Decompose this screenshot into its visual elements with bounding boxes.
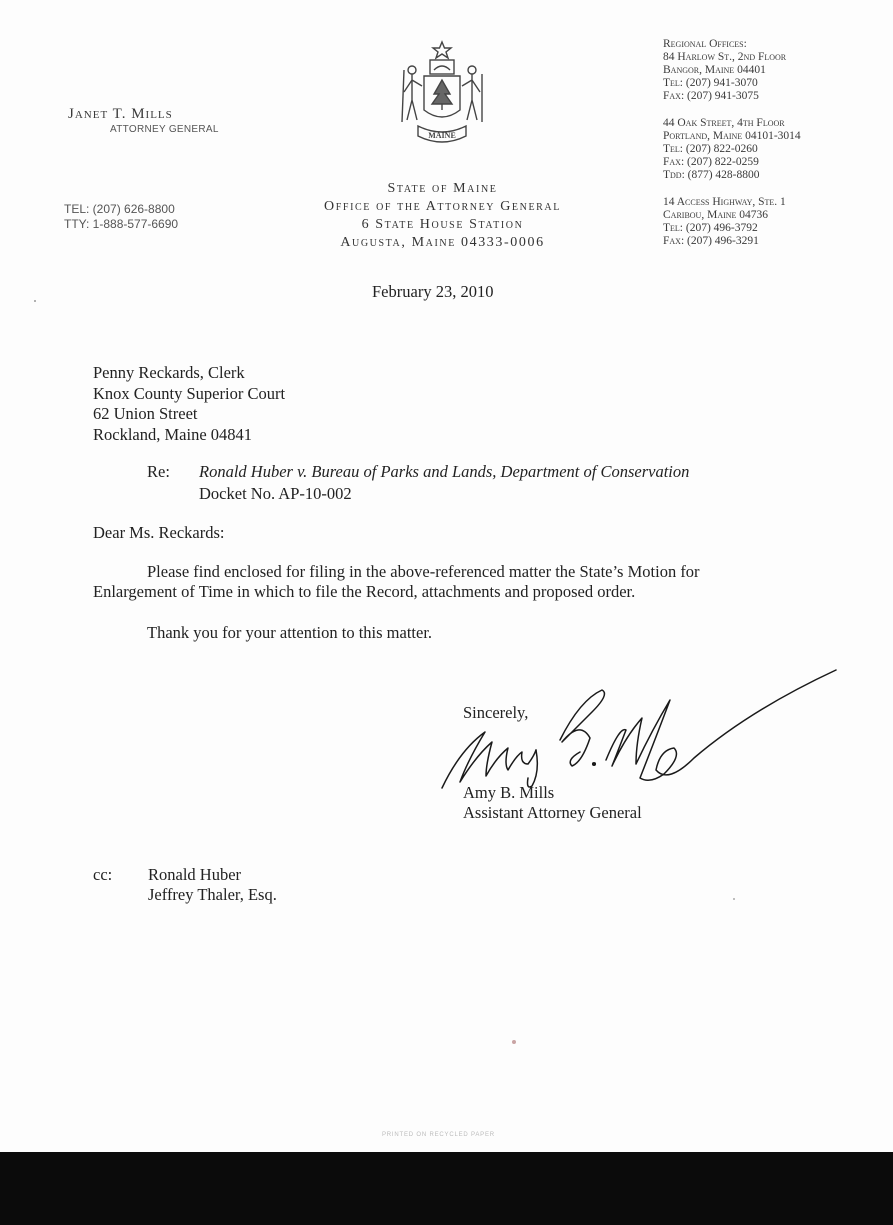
regional-heading: Regional Offices: bbox=[663, 38, 747, 50]
salutation: Dear Ms. Reckards: bbox=[93, 523, 225, 542]
office-line-office: Office of the Attorney General bbox=[324, 199, 561, 214]
office-line: Tdd: (877) 428-8800 bbox=[663, 169, 760, 181]
scan-speck bbox=[512, 1040, 516, 1044]
attorney-general-name: Janet T. Mills bbox=[68, 106, 173, 122]
office-line: 44 Oak Street, 4th Floor bbox=[663, 117, 785, 129]
handwritten-signature bbox=[430, 660, 840, 790]
scan-speck bbox=[34, 300, 36, 302]
recipient-address bbox=[93, 363, 285, 445]
recipient-line: 62 Union Street bbox=[93, 404, 198, 423]
re-docket-number: Docket No. AP-10-002 bbox=[199, 484, 352, 503]
regional-office-portland bbox=[663, 117, 801, 182]
office-line-station: 6 State House Station bbox=[361, 217, 524, 232]
office-line-state: State of Maine bbox=[387, 181, 498, 196]
paragraph-1-line-1: Please find enclosed for filing in the above-referenced matter the State’s Motion for bbox=[147, 562, 700, 581]
recycled-paper-note: PRINTED ON RECYCLED PAPER bbox=[382, 1132, 495, 1138]
recipient-line: Penny Reckards, Clerk bbox=[93, 363, 245, 382]
office-line: Fax: (207) 822-0259 bbox=[663, 156, 759, 168]
recipient-line: Rockland, Maine 04841 bbox=[93, 424, 253, 444]
signer-block bbox=[463, 783, 642, 823]
svg-text:MAINE: MAINE bbox=[428, 131, 456, 140]
attorney-general-title: ATTORNEY GENERAL bbox=[110, 124, 219, 135]
office-address-block bbox=[290, 180, 595, 252]
paragraph-2: Thank you for your attention to this matter. bbox=[147, 623, 433, 642]
signer-name: Amy B. Mills bbox=[463, 783, 555, 802]
recipient-line: Knox County Superior Court bbox=[93, 383, 286, 403]
tty-line: TTY: 1-888-577-6690 bbox=[64, 217, 179, 231]
office-line: Caribou, Maine 04736 bbox=[663, 209, 769, 221]
main-office-phones bbox=[64, 202, 178, 232]
signer-title: Assistant Attorney General bbox=[463, 803, 642, 822]
state-seal-icon bbox=[396, 40, 488, 148]
regional-office-bangor bbox=[663, 51, 801, 103]
re-case-title: Ronald Huber v. Bureau of Parks and Lands, Department of Conservation bbox=[199, 462, 690, 481]
office-line: Tel: (207) 496-3792 bbox=[663, 222, 758, 234]
office-line: 14 Access Highway, Ste. 1 bbox=[663, 196, 786, 208]
cc-recipient: Ronald Huber bbox=[148, 865, 242, 884]
regional-office-caribou bbox=[663, 196, 801, 248]
cc-recipient: Jeffrey Thaler, Esq. bbox=[148, 885, 277, 904]
cc-list bbox=[148, 865, 277, 905]
scan-speck bbox=[733, 898, 735, 900]
scan-bottom-edge bbox=[0, 1152, 893, 1225]
office-line: Portland, Maine 04101-3014 bbox=[663, 130, 801, 142]
office-line: Bangor, Maine 04401 bbox=[663, 64, 766, 76]
office-line: Fax: (207) 941-3075 bbox=[663, 90, 759, 102]
office-line: 84 Harlow St., 2nd Floor bbox=[663, 51, 787, 63]
office-line: Fax: (207) 496-3291 bbox=[663, 235, 759, 247]
office-line: Tel: (207) 822-0260 bbox=[663, 143, 758, 155]
letter-date: February 23, 2010 bbox=[372, 282, 494, 301]
paragraph-1-line-2: Enlargement of Time in which to file the Record, attachments and proposed order. bbox=[93, 582, 636, 601]
office-line: Tel: (207) 941-3070 bbox=[663, 77, 758, 89]
regional-offices bbox=[663, 38, 801, 262]
office-line-city: Augusta, Maine 04333-0006 bbox=[340, 235, 545, 250]
cc-label: cc: bbox=[93, 865, 113, 884]
closing: Sincerely, bbox=[463, 703, 529, 722]
re-label: Re: bbox=[147, 462, 170, 481]
tel-line: TEL: (207) 626-8800 bbox=[64, 202, 175, 216]
